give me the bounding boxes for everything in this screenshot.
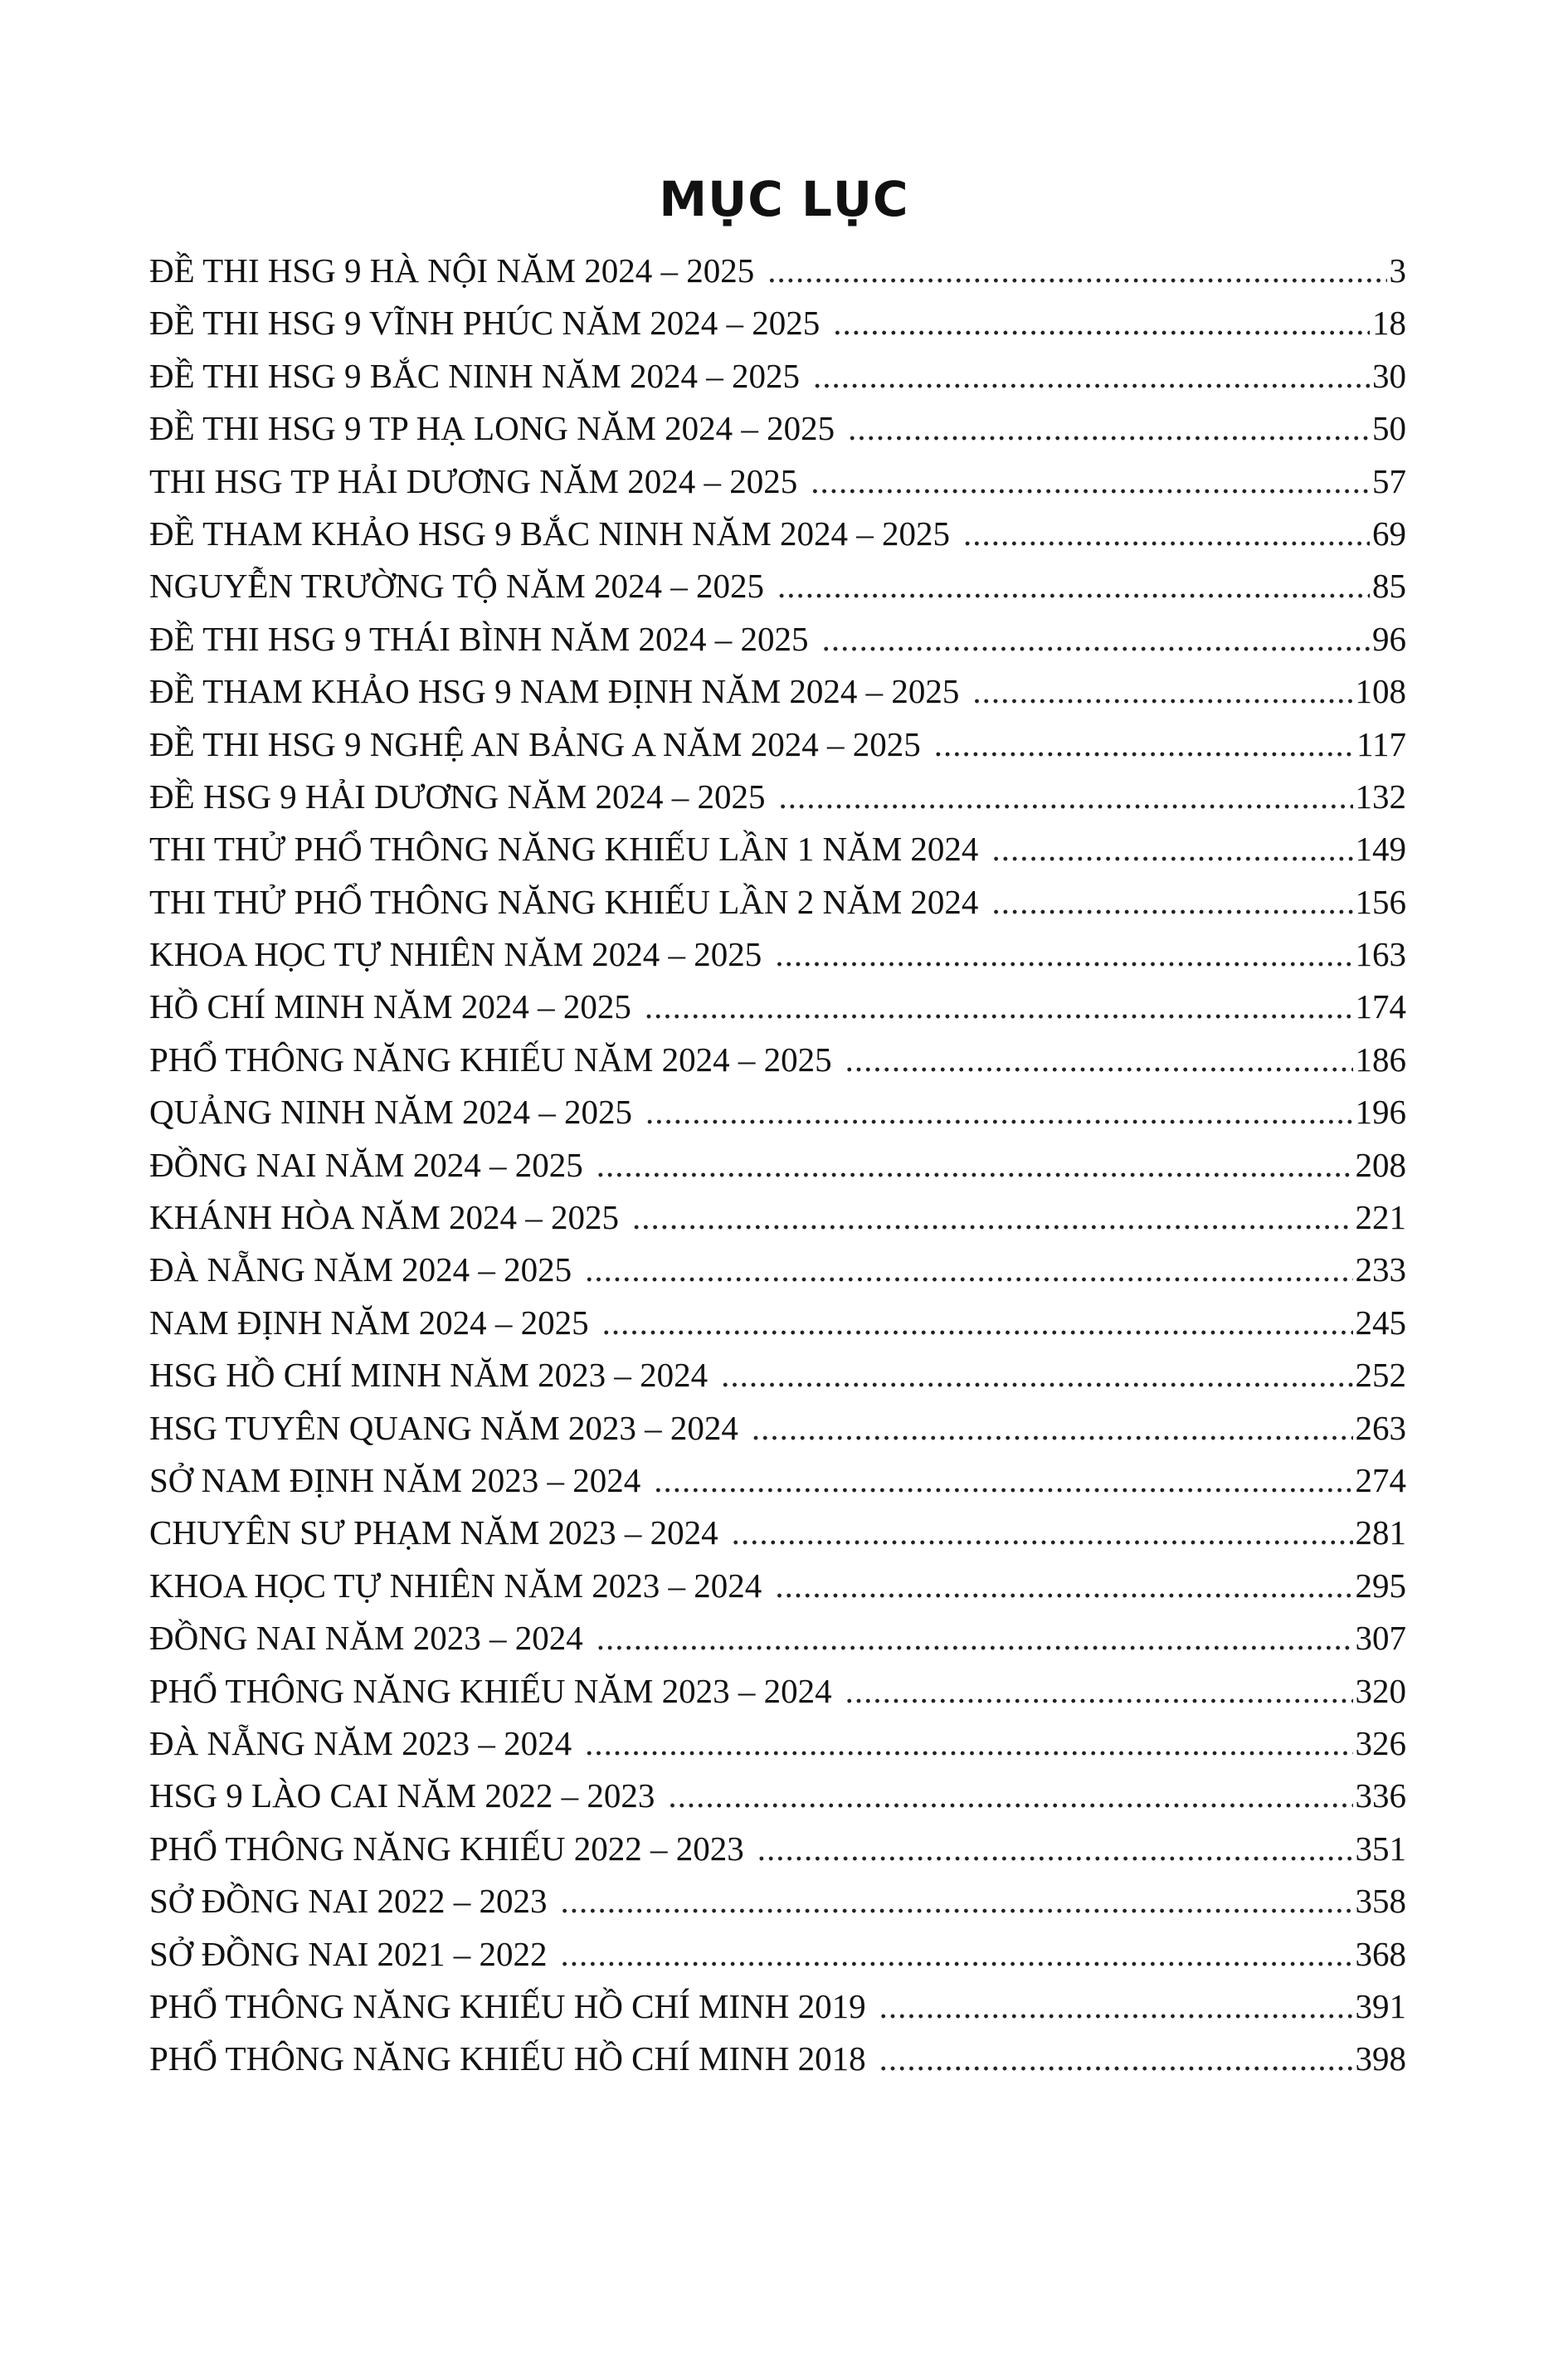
toc-entry[interactable]	[149, 1875, 1406, 1927]
toc-entry-page-number: 196	[1355, 1093, 1406, 1132]
toc-entry-title: SỞ ĐỒNG NAI 2022 – 2023	[149, 1882, 548, 1921]
toc-entry-title: ĐÀ NẴNG NĂM 2023 – 2024	[149, 1723, 572, 1762]
toc-entry[interactable]	[149, 1665, 1406, 1717]
toc-entry[interactable]	[149, 1717, 1406, 1770]
toc-entry-page-number: 245	[1355, 1303, 1406, 1342]
toc-entry[interactable]	[149, 1244, 1406, 1296]
toc-entry[interactable]	[149, 1402, 1406, 1454]
toc-entry-title: ĐÀ NẴNG NĂM 2024 – 2025	[149, 1250, 572, 1289]
dot-leader	[777, 560, 1370, 612]
toc-entry[interactable]	[149, 719, 1406, 771]
toc-entry-title: ĐỀ THI HSG 9 VĨNH PHÚC NĂM 2024 – 2025	[149, 304, 821, 343]
toc-entry[interactable]	[149, 402, 1406, 455]
toc-entry-page-number: 18	[1372, 304, 1406, 343]
toc-entry-page-number: 57	[1372, 461, 1406, 500]
toc-entry[interactable]	[149, 823, 1406, 875]
toc-entry-page-number: 336	[1355, 1776, 1406, 1815]
toc-entry[interactable]	[149, 1139, 1406, 1191]
dot-leader	[585, 1244, 1352, 1296]
toc-entry-title: PHỔ THÔNG NĂNG KHIẾU HỒ CHÍ MINH 2019	[149, 1986, 866, 2025]
toc-entry[interactable]	[149, 1454, 1406, 1507]
toc-entry-title: NGUYỄN TRƯỜNG TỘ NĂM 2024 – 2025	[149, 567, 764, 606]
toc-entry[interactable]	[149, 1034, 1406, 1086]
dot-leader	[811, 455, 1370, 508]
toc-entry[interactable]	[149, 1191, 1406, 1244]
toc-entry[interactable]	[149, 245, 1406, 297]
toc-entry-title: KHOA HỌC TỰ NHIÊN NĂM 2024 – 2025	[149, 935, 762, 974]
toc-entry[interactable]	[149, 1349, 1406, 1401]
dot-leader	[767, 245, 1386, 297]
dot-leader	[668, 1770, 1352, 1822]
toc-entry-title: KHOA HỌC TỰ NHIÊN NĂM 2023 – 2024	[149, 1566, 762, 1605]
dot-leader	[778, 771, 1352, 823]
toc-entry[interactable]	[149, 1980, 1406, 2033]
toc-entry-title: CHUYÊN SƯ PHẠM NĂM 2023 – 2024	[149, 1513, 718, 1552]
toc-entry-page-number: 132	[1355, 777, 1406, 816]
dot-leader	[822, 613, 1370, 665]
toc-entry-page-number: 307	[1355, 1619, 1406, 1658]
dot-leader	[752, 1402, 1353, 1454]
toc-entry-title: SỞ ĐỒNG NAI 2021 – 2022	[149, 1934, 548, 1973]
toc-entry[interactable]	[149, 1560, 1406, 1612]
toc-entry-page-number: 108	[1355, 672, 1406, 711]
toc-entry-title: PHỔ THÔNG NĂNG KHIẾU NĂM 2024 – 2025	[149, 1040, 832, 1079]
toc-entry-title: ĐỀ THI HSG 9 TP HẠ LONG NĂM 2024 – 2025	[149, 409, 835, 448]
toc-entry[interactable]	[149, 613, 1406, 665]
toc-entry-title: SỞ NAM ĐỊNH NĂM 2023 – 2024	[149, 1460, 641, 1499]
toc-entry-page-number: 320	[1355, 1671, 1406, 1710]
dot-leader	[879, 1980, 1353, 2033]
toc-entry[interactable]	[149, 771, 1406, 823]
toc-entry-page-number: 163	[1355, 935, 1406, 974]
toc-entry[interactable]	[149, 560, 1406, 612]
toc-entry-page-number: 149	[1355, 830, 1406, 869]
dot-leader	[934, 719, 1354, 771]
toc-entry-title: PHỔ THÔNG NĂNG KHIẾU 2022 – 2023	[149, 1829, 744, 1868]
toc-entry-title: HSG TUYÊN QUANG NĂM 2023 – 2024	[149, 1408, 738, 1447]
page-title: MỤC LỤC	[659, 171, 909, 227]
toc-entry-page-number: 295	[1355, 1566, 1406, 1605]
toc-entry-page-number: 326	[1355, 1723, 1406, 1762]
toc-entry-title: THI HSG TP HẢI DƯƠNG NĂM 2024 – 2025	[149, 461, 798, 500]
toc-entry-title: HSG 9 LÀO CAI NĂM 2022 – 2023	[149, 1776, 655, 1815]
toc-entry[interactable]	[149, 981, 1406, 1033]
toc-entry-page-number: 30	[1372, 356, 1406, 395]
dot-leader	[813, 350, 1370, 402]
toc-entry-page-number: 186	[1355, 1040, 1406, 1079]
toc-entry[interactable]	[149, 1612, 1406, 1664]
toc-entry-title: HỒ CHÍ MINH NĂM 2024 – 2025	[149, 987, 631, 1026]
toc-entry[interactable]	[149, 1507, 1406, 1559]
dot-leader	[654, 1454, 1352, 1507]
toc-entry-page-number: 281	[1355, 1513, 1406, 1552]
toc-entry-page-number: 274	[1355, 1460, 1406, 1499]
toc-entry-title: PHỔ THÔNG NĂNG KHIẾU HỒ CHÍ MINH 2018	[149, 2039, 866, 2078]
toc-entry-page-number: 85	[1372, 567, 1406, 606]
toc-entry-title: ĐỀ THAM KHẢO HSG 9 BẮC NINH NĂM 2024 – 2025	[149, 514, 951, 553]
toc-entry-page-number: 208	[1355, 1145, 1406, 1184]
dot-leader	[757, 1823, 1353, 1875]
dot-leader	[632, 1191, 1352, 1244]
toc-entry-page-number: 174	[1355, 987, 1406, 1026]
toc-entry-title: PHỔ THÔNG NĂNG KHIẾU NĂM 2023 – 2024	[149, 1671, 832, 1710]
toc-entry-page-number: 69	[1372, 514, 1406, 553]
toc-entry-page-number: 252	[1355, 1356, 1406, 1395]
dot-leader	[721, 1349, 1352, 1401]
dot-leader	[585, 1717, 1352, 1770]
dot-leader	[972, 665, 1352, 718]
toc-entry-page-number: 368	[1355, 1934, 1406, 1973]
dot-leader	[833, 297, 1370, 349]
toc-entry[interactable]	[149, 1770, 1406, 1822]
toc-entry-page-number: 50	[1372, 409, 1406, 448]
dot-leader	[597, 1139, 1353, 1191]
toc-entry-page-number: 156	[1355, 882, 1406, 921]
dot-leader	[732, 1507, 1353, 1559]
toc-entry[interactable]	[149, 665, 1406, 718]
toc-entry-title: NAM ĐỊNH NĂM 2024 – 2025	[149, 1303, 589, 1342]
toc-entry[interactable]	[149, 1086, 1406, 1138]
dot-leader	[597, 1612, 1353, 1664]
dot-leader	[963, 508, 1370, 560]
toc-entry-title: ĐỀ HSG 9 HẢI DƯƠNG NĂM 2024 – 2025	[149, 777, 766, 816]
dot-leader	[879, 2033, 1353, 2085]
toc-entry-page-number: 263	[1355, 1408, 1406, 1447]
toc-entry[interactable]	[149, 928, 1406, 981]
dot-leader	[991, 876, 1352, 928]
toc-entry-page-number: 233	[1355, 1250, 1406, 1289]
toc-entry-page-number: 391	[1355, 1986, 1406, 2025]
toc-entry-title: ĐỀ THAM KHẢO HSG 9 NAM ĐỊNH NĂM 2024 – 2025	[149, 672, 960, 711]
toc-entry-title: THI THỬ PHỔ THÔNG NĂNG KHIẾU LẦN 1 NĂM 2024	[149, 830, 979, 869]
toc-entry[interactable]	[149, 1823, 1406, 1875]
dot-leader	[845, 1665, 1353, 1717]
dot-leader	[848, 402, 1370, 455]
toc-entry-title: ĐỀ THI HSG 9 HÀ NỘI NĂM 2024 – 2025	[149, 251, 755, 290]
toc-entry-page-number: 358	[1355, 1882, 1406, 1921]
dot-leader	[775, 928, 1352, 981]
toc-entry-page-number: 221	[1355, 1198, 1406, 1237]
toc-entry[interactable]	[149, 876, 1406, 928]
toc-entry[interactable]	[149, 508, 1406, 560]
dot-leader	[645, 981, 1353, 1033]
toc-entry-title: KHÁNH HÒA NĂM 2024 – 2025	[149, 1198, 620, 1237]
toc-entry-title: ĐỒNG NAI NĂM 2024 – 2025	[149, 1145, 583, 1184]
toc-entry-page-number: 351	[1355, 1829, 1406, 1868]
toc-entry-page-number: 96	[1372, 619, 1406, 658]
toc-entry[interactable]	[149, 455, 1406, 508]
dot-leader	[645, 1086, 1353, 1138]
toc-entry-title: QUẢNG NINH NĂM 2024 – 2025	[149, 1093, 632, 1132]
toc-entry-page-number: 117	[1356, 724, 1406, 763]
toc-entry-title: ĐỀ THI HSG 9 NGHỆ AN BẢNG A NĂM 2024 – 2025	[149, 724, 921, 763]
dot-leader	[560, 1928, 1352, 1980]
toc-entry-page-number: 3	[1389, 251, 1406, 290]
dot-leader	[775, 1560, 1352, 1612]
dot-leader	[991, 823, 1352, 875]
toc-entry[interactable]	[149, 350, 1406, 402]
toc-entry-title: ĐỀ THI HSG 9 BẮC NINH NĂM 2024 – 2025	[149, 356, 800, 395]
toc-entry-title: ĐỒNG NAI NĂM 2023 – 2024	[149, 1619, 583, 1658]
toc-entry-title: HSG HỒ CHÍ MINH NĂM 2023 – 2024	[149, 1356, 709, 1395]
dot-leader	[602, 1297, 1353, 1349]
dot-leader	[845, 1034, 1353, 1086]
toc-entry-page-number: 398	[1355, 2039, 1406, 2078]
toc-entry[interactable]	[149, 2033, 1406, 2085]
toc-entry-title: THI THỬ PHỔ THÔNG NĂNG KHIẾU LẦN 2 NĂM 2024	[149, 882, 979, 921]
toc-entry-title: ĐỀ THI HSG 9 THÁI BÌNH NĂM 2024 – 2025	[149, 619, 809, 658]
toc-entry[interactable]	[149, 1297, 1406, 1349]
toc-entry[interactable]	[149, 1928, 1406, 1980]
toc-entry[interactable]	[149, 297, 1406, 349]
toc-list	[149, 245, 1406, 2086]
dot-leader	[560, 1875, 1352, 1927]
